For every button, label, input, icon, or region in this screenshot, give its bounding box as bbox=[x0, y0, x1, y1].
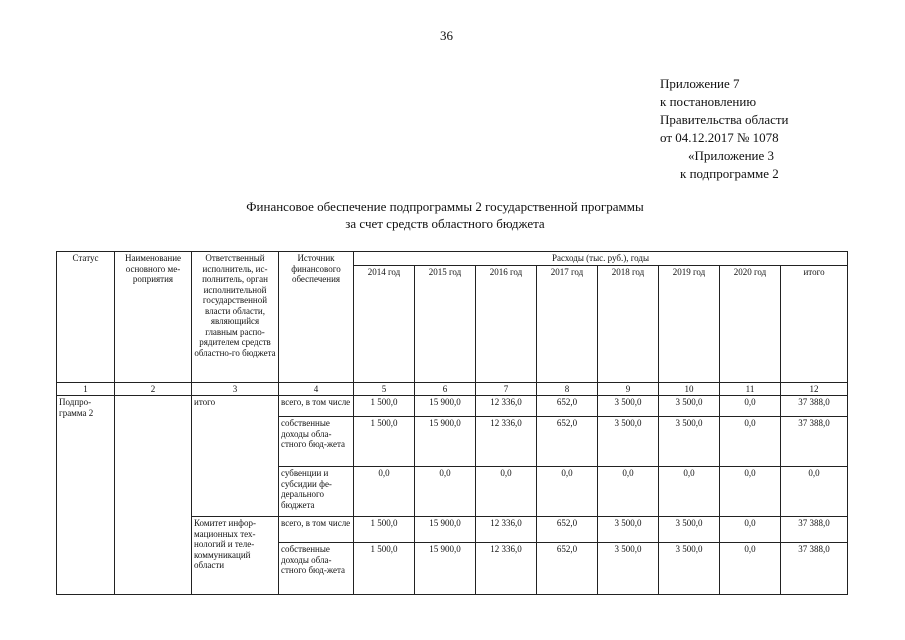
year-value-cell: 0,0 bbox=[476, 467, 537, 517]
source-cell: всего, в том числе bbox=[279, 517, 354, 543]
header-year: 2018 год bbox=[598, 265, 659, 382]
source-cell: собственные доходы обла-стного бюд-жета bbox=[279, 543, 354, 595]
year-value-cell: 0,0 bbox=[659, 467, 720, 517]
year-value-cell: 15 900,0 bbox=[415, 417, 476, 467]
appendix-line: Правительства области bbox=[660, 112, 789, 127]
column-index: 8 bbox=[537, 382, 598, 396]
document-title bbox=[190, 198, 700, 232]
source-cell: всего, в том числе bbox=[279, 396, 354, 417]
year-value-cell: 652,0 bbox=[537, 517, 598, 543]
appendix-line: к постановлению bbox=[660, 94, 757, 109]
year-value-cell: 0,0 bbox=[415, 467, 476, 517]
year-value-cell: 15 900,0 bbox=[415, 396, 476, 417]
year-value-cell: 3 500,0 bbox=[598, 517, 659, 543]
year-value-cell: 1 500,0 bbox=[354, 517, 415, 543]
appendix-block bbox=[660, 75, 789, 183]
header-year: 2019 год bbox=[659, 265, 720, 382]
source-cell: собственные доходы обла-стного бюд-жета bbox=[279, 417, 354, 467]
appendix-line: к подпрограмме 2 bbox=[680, 166, 779, 181]
header-year: 2020 год bbox=[720, 265, 781, 382]
column-index: 5 bbox=[354, 382, 415, 396]
year-value-cell: 0,0 bbox=[720, 396, 781, 417]
year-value-cell: 12 336,0 bbox=[476, 517, 537, 543]
year-value-cell: 0,0 bbox=[720, 417, 781, 467]
table-row bbox=[57, 396, 848, 417]
column-index: 4 bbox=[279, 382, 354, 396]
year-value-cell: 1 500,0 bbox=[354, 543, 415, 595]
appendix-line: Приложение 7 bbox=[660, 76, 740, 91]
title-line: Финансовое обеспечение подпрограммы 2 государственной программы bbox=[246, 199, 644, 214]
year-value-cell: 15 900,0 bbox=[415, 517, 476, 543]
header-year: 2016 год bbox=[476, 265, 537, 382]
year-value-cell: 1 500,0 bbox=[354, 396, 415, 417]
year-value-cell: 0,0 bbox=[720, 543, 781, 595]
financing-table bbox=[56, 251, 848, 595]
header-status: Статус bbox=[57, 252, 115, 383]
header-source: Источник финансового обеспечения bbox=[279, 252, 354, 383]
year-value-cell: 652,0 bbox=[537, 417, 598, 467]
year-value-cell: 15 900,0 bbox=[415, 543, 476, 595]
column-index: 7 bbox=[476, 382, 537, 396]
appendix-line: от 04.12.2017 № 1078 bbox=[660, 130, 779, 145]
year-value-cell: 3 500,0 bbox=[659, 517, 720, 543]
header-executor: Ответственный исполнитель, ис-полнитель, орган исполнительной государственной власти области, являющийся главным распо-рядителем средств областно-го бюджета bbox=[192, 252, 279, 383]
executor-cell: Комитет инфор-мационных тех-нологий и теле-коммуникаций области bbox=[192, 517, 279, 595]
year-value-cell: 652,0 bbox=[537, 396, 598, 417]
status-cell: Подпро-грамма 2 bbox=[57, 396, 115, 595]
column-index: 2 bbox=[115, 382, 192, 396]
column-index: 1 bbox=[57, 382, 115, 396]
year-value-cell: 0,0 bbox=[354, 467, 415, 517]
header-year: 2017 год bbox=[537, 265, 598, 382]
header-year: 2014 год bbox=[354, 265, 415, 382]
column-index: 11 bbox=[720, 382, 781, 396]
total-value-cell: 37 388,0 bbox=[781, 417, 848, 467]
header-total: итого bbox=[781, 265, 848, 382]
year-value-cell: 652,0 bbox=[537, 543, 598, 595]
total-value-cell: 37 388,0 bbox=[781, 396, 848, 417]
column-index: 3 bbox=[192, 382, 279, 396]
year-value-cell: 0,0 bbox=[598, 467, 659, 517]
title-line: за счет средств областного бюджета bbox=[345, 216, 545, 231]
year-value-cell: 0,0 bbox=[720, 467, 781, 517]
header-year: 2015 год bbox=[415, 265, 476, 382]
total-value-cell: 0,0 bbox=[781, 467, 848, 517]
executor-cell: итого bbox=[192, 396, 279, 517]
name-cell bbox=[115, 396, 192, 595]
year-value-cell: 3 500,0 bbox=[598, 417, 659, 467]
total-value-cell: 37 388,0 bbox=[781, 543, 848, 595]
column-index: 9 bbox=[598, 382, 659, 396]
page-number: 36 bbox=[440, 28, 453, 43]
column-index: 12 bbox=[781, 382, 848, 396]
year-value-cell: 3 500,0 bbox=[659, 543, 720, 595]
year-value-cell: 0,0 bbox=[537, 467, 598, 517]
year-value-cell: 0,0 bbox=[720, 517, 781, 543]
year-value-cell: 1 500,0 bbox=[354, 417, 415, 467]
year-value-cell: 12 336,0 bbox=[476, 396, 537, 417]
year-value-cell: 3 500,0 bbox=[659, 417, 720, 467]
year-value-cell: 12 336,0 bbox=[476, 543, 537, 595]
column-index: 10 bbox=[659, 382, 720, 396]
year-value-cell: 12 336,0 bbox=[476, 417, 537, 467]
source-cell: субвенции и субсидии фе-дерального бюджета bbox=[279, 467, 354, 517]
header-name: Наименование основного ме-роприятия bbox=[115, 252, 192, 383]
column-index: 6 bbox=[415, 382, 476, 396]
year-value-cell: 3 500,0 bbox=[659, 396, 720, 417]
year-value-cell: 3 500,0 bbox=[598, 396, 659, 417]
appendix-line: «Приложение 3 bbox=[688, 148, 775, 163]
header-expenses: Расходы (тыс. руб.), годы bbox=[354, 252, 848, 266]
total-value-cell: 37 388,0 bbox=[781, 517, 848, 543]
year-value-cell: 3 500,0 bbox=[598, 543, 659, 595]
